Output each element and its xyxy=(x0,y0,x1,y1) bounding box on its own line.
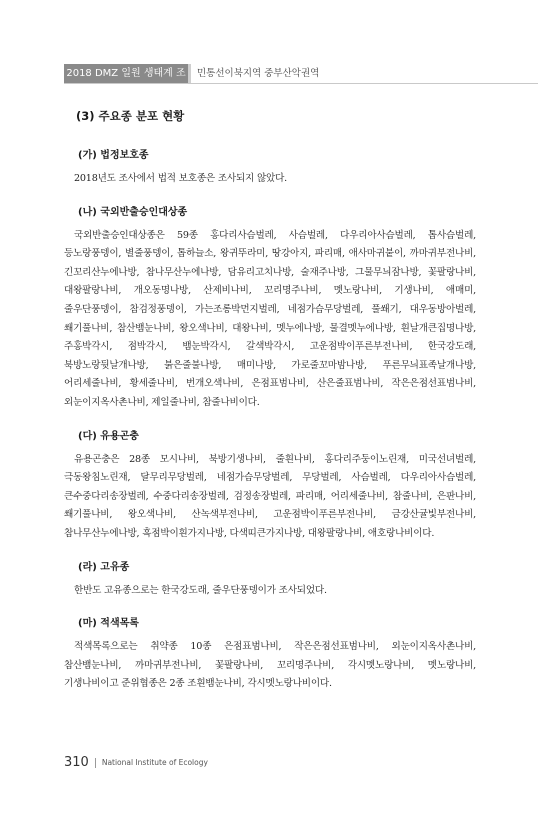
subsection-export-approval-species xyxy=(64,203,476,413)
subsection-paragraph: 적색목록으로는 취약종 10종 은점표범나비, 작은은점선표범나비, 외눈이지옥사촌나비, 참산뱀눈나비, 까마귀부전나비, 꽃팔랑나비, 꼬리명주나비, 각시멧노랑나비, 멧노랑나비, 기생나비이고 준위협종은 2종 조흰뱀눈나비, 각시멧노랑나비이다. xyxy=(64,641,476,690)
header-separator xyxy=(188,64,191,83)
header-report-title: 2018 DMZ 일원 생태계 조사 xyxy=(64,64,188,83)
main-content xyxy=(64,108,476,708)
subsection-useful-insects xyxy=(64,427,476,544)
header-region-title: 민통선이북지역 중부산악권역 xyxy=(197,68,320,79)
subsection-title: (라) 고유종 xyxy=(78,561,130,573)
subsection-protected-species xyxy=(64,146,476,189)
footer-divider xyxy=(95,758,96,768)
subsection-paragraph: 2018년도 조사에서 법적 보호종은 조사되지 않았다. xyxy=(74,173,287,184)
subsection-title: (마) 적색목록 xyxy=(78,618,139,630)
running-header xyxy=(0,64,538,98)
subsection-title: (다) 유용곤충 xyxy=(78,430,139,442)
footer-institute: National Institute of Ecology xyxy=(101,758,208,767)
subsection-paragraph: 유용곤충은 28종 모시나비, 북방기생나비, 줄흰나비, 홍다리주둥이노린재, 미국선녀벌레, 극동왕침노린재, 달무리무당벌레, 네점가슴무당벌레, 무당벌레, 사슴벌레, 다우리아사슴벌레, 큰수중다리송장벌레, 수중다리송장벌레, 검정송장벌레, 파리매, 어리세줄나비, 참줄나비, 은판나비, 쐐기풀나비, 왕오색나비, 산녹색부전나비, 고운점박이푸른부전나비, 금강산귤빛부전나비, 참나무산누에나방, 흑점박이흰가지나방, 다색띠큰가지나방, 대왕팔랑나비, 애호랑나비이다. xyxy=(64,453,476,539)
page-footer xyxy=(64,752,208,770)
subsection-red-list xyxy=(64,614,476,694)
subsection-paragraph: 한반도 고유종으로는 한국강도래, 줄우단풍뎅이가 조사되었다. xyxy=(74,584,327,596)
subsection-title: (가) 법정보호종 xyxy=(78,150,149,161)
subsection-title: (나) 국외반출승인대상종 xyxy=(78,206,188,218)
subsection-paragraph: 국외반출승인대상종은 59종 홍다리사슴벌레, 사슴벌레, 다우리아사슴벌레, 톱사슴벌레, 등노랑풍뎅이, 별줄풍뎅이, 톱하늘소, 왕귀뚜라미, 땅강아지, 파리매, 애사마귀붙이, 까마귀부전나비, 긴꼬리산누에나방, 참나무산누에나방, 담유리고치나방, 술재주나방, 그물무늬잠나방, 꽃팔랑나비, 대왕팔랑나비, 개오동명나방, 산제비나비, 꼬리명주나비, 멧노랑나비, 기생나비, 애매미, 줄우단풍뎅이, 참검정풍뎅이, 가는조롱박먼지벌레, 네점가슴무당벌레, 풀쐐기, 대우동방아벌레, 쐐기풀나비, 참산뱀눈나비, 왕오색나비, 대왕나비, 멧누에나방, 물결멧누에나방, 흰날개큰집명나방, 주홍박각시, 점박각시, 뱀눈박각시, 갈색박각시, 고운점박이푸른부전나비, 한국강도래, 북방노랑뒷날개나방, 붉은줄불나방, 매미나방, 가로줄꼬마밤나방, 푸른무늬표족날개나방, 어리세줄나비, 황세줄나비, 번개오색나비, 은점표범나비, 산은줄표범나비, 작은은점선표범나비, 외눈이지옥사촌나비, 제일줄나비, 참줄나비이다. xyxy=(64,229,476,408)
subsection-endemic-species xyxy=(64,558,476,601)
header-rule xyxy=(64,83,538,84)
page-number: 310 xyxy=(64,755,89,770)
section-title: (3) 주요종 분포 현황 xyxy=(76,109,185,123)
